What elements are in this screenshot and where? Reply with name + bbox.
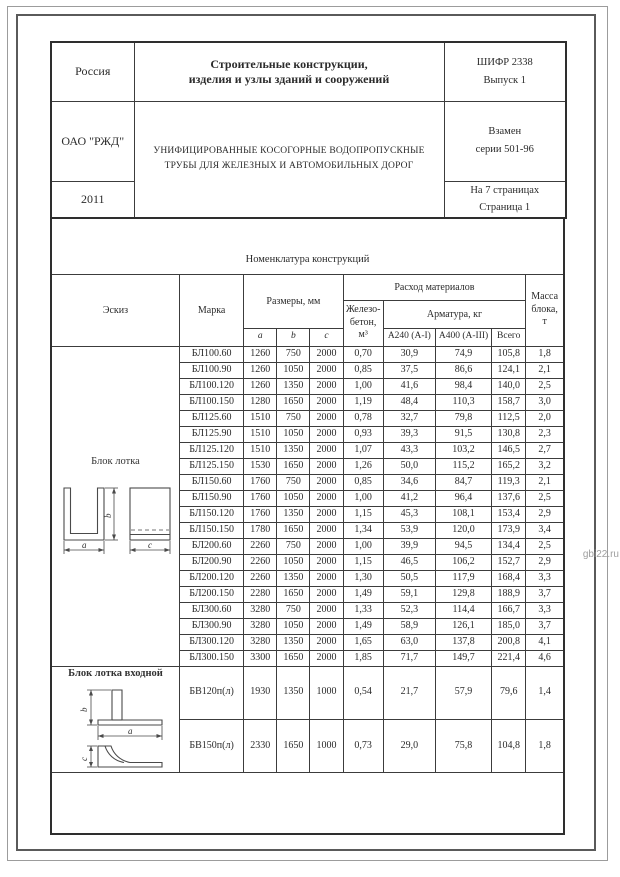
title-block-row: [51, 101, 566, 181]
doc-title-text: УНИФИЦИРОВАННЫЕ КОСОГОРНЫЕ ВОДОПРОПУСКНЫЕ ТРУБЫ ДЛЯ ЖЕЛЕЗНЫХ И АВТОМОБИЛЬНЫХ ДОРОГ: [153, 146, 425, 172]
dim-label-a: a: [82, 539, 87, 550]
cell-mass: 3,7: [526, 586, 564, 602]
replaces-line2: серии 501-96: [475, 144, 534, 155]
series-title-line1: Строительные конструкции,: [210, 56, 368, 71]
group-label-tray-block: Блок лотка: [91, 455, 140, 467]
mass-line: блока,: [531, 303, 558, 315]
cell-a400: 79,8: [435, 410, 491, 426]
pages-cell: [444, 181, 566, 218]
cell-a: 2260: [244, 570, 277, 586]
cell-mark: БЛ300.150: [179, 650, 243, 666]
cell-a: 1510: [244, 426, 277, 442]
cell-a240: 29,0: [383, 719, 435, 772]
cell-total: 130,8: [492, 426, 526, 442]
cell-mass: 1,4: [526, 666, 564, 719]
cell-a: 2330: [244, 719, 277, 772]
cell-a: 1510: [244, 442, 277, 458]
dim-label-c: c: [79, 756, 90, 761]
cell-concrete: 0,85: [343, 474, 383, 490]
cell-total: 158,7: [492, 394, 526, 410]
col-header-concrete: [343, 300, 383, 346]
col-header-a400: А400 (А-III): [435, 328, 491, 346]
cell-total: 146,5: [492, 442, 526, 458]
cell-a: 1930: [244, 666, 277, 719]
cell-b: 1650: [277, 394, 310, 410]
cell-c: 1000: [310, 666, 343, 719]
cell-a240: 58,9: [383, 618, 435, 634]
cell-total: 140,0: [492, 378, 526, 394]
cell-c: 2000: [310, 522, 343, 538]
col-header-rebar: Арматура, кг: [383, 300, 526, 328]
cell-concrete: 0,85: [343, 362, 383, 378]
series-title-cell: [134, 42, 444, 101]
cell-a400: 94,5: [435, 538, 491, 554]
cell-mark: БВ120п(л): [179, 666, 243, 719]
col-header-dim-b: b: [277, 328, 310, 346]
cell-mass: 2,9: [526, 506, 564, 522]
cell-a400: 126,1: [435, 618, 491, 634]
cell-a400: 120,0: [435, 522, 491, 538]
cell-total: 137,6: [492, 490, 526, 506]
cell-mass: 3,2: [526, 458, 564, 474]
cell-b: 1050: [277, 554, 310, 570]
cell-concrete: 1,49: [343, 618, 383, 634]
cell-mass: 1,8: [526, 719, 564, 772]
cell-mass: 2,5: [526, 538, 564, 554]
cell-concrete: 1,49: [343, 586, 383, 602]
cell-b: 1050: [277, 618, 310, 634]
cell-concrete: 0,54: [343, 666, 383, 719]
col-header-dim-a: a: [244, 328, 277, 346]
org-cell: ОАО "РЖД": [51, 101, 134, 181]
cell-total: 119,3: [492, 474, 526, 490]
cell-b: 1350: [277, 666, 310, 719]
col-header-dimensions: Размеры, мм: [244, 274, 343, 328]
cell-mark: БЛ150.90: [179, 490, 243, 506]
cell-mass: 2,9: [526, 554, 564, 570]
cell-mark: БЛ300.60: [179, 602, 243, 618]
cell-a240: 37,5: [383, 362, 435, 378]
pages-count: На 7 страницах: [470, 184, 540, 196]
dim-label-b: b: [103, 513, 114, 518]
cell-c: 2000: [310, 570, 343, 586]
cell-c: 2000: [310, 458, 343, 474]
cell-mass: 2,7: [526, 442, 564, 458]
cell-total: 153,4: [492, 506, 526, 522]
inlet-tray-block-rows: [51, 666, 564, 772]
cell-a240: 63,0: [383, 634, 435, 650]
cell-a400: 106,2: [435, 554, 491, 570]
cell-a240: 41,2: [383, 490, 435, 506]
nomenclature-table: [50, 217, 565, 835]
cell-mass: 2,5: [526, 378, 564, 394]
cell-total: 152,7: [492, 554, 526, 570]
cipher-code: ШИФР 2338: [476, 56, 533, 68]
empty-cell: [51, 772, 564, 834]
cell-b: 1050: [277, 426, 310, 442]
cell-c: 1000: [310, 719, 343, 772]
document: [50, 41, 565, 835]
cell-concrete: 1,07: [343, 442, 383, 458]
cell-mark: БЛ100.120: [179, 378, 243, 394]
cell-c: 2000: [310, 394, 343, 410]
cell-a: 1760: [244, 490, 277, 506]
cell-a: 3300: [244, 650, 277, 666]
cell-a: 3280: [244, 618, 277, 634]
cell-c: 2000: [310, 378, 343, 394]
cell-total: 124,1: [492, 362, 526, 378]
dim-label-b: b: [79, 707, 90, 712]
header-row-1: [51, 274, 564, 300]
cell-mass: 1,8: [526, 346, 564, 362]
cell-mass: 2,5: [526, 490, 564, 506]
cell-a240: 34,6: [383, 474, 435, 490]
cell-c: 2000: [310, 506, 343, 522]
tray-block-drawing-icon: [54, 478, 176, 558]
cell-a240: 45,3: [383, 506, 435, 522]
cell-c: 2000: [310, 554, 343, 570]
cell-concrete: 0,78: [343, 410, 383, 426]
cell-c: 2000: [310, 346, 343, 362]
cell-a400: 103,2: [435, 442, 491, 458]
cell-mass: 2,1: [526, 362, 564, 378]
cell-mass: 2,3: [526, 426, 564, 442]
table-title-row: [51, 218, 564, 274]
cell-a400: 149,7: [435, 650, 491, 666]
cell-b: 1350: [277, 506, 310, 522]
cell-concrete: 1,00: [343, 490, 383, 506]
mass-line: т: [542, 316, 547, 328]
table-row: [51, 666, 564, 719]
cell-a: 1260: [244, 346, 277, 362]
cell-c: 2000: [310, 586, 343, 602]
cell-a240: 53,9: [383, 522, 435, 538]
col-header-dim-c: c: [310, 328, 343, 346]
cell-mark: БЛ125.90: [179, 426, 243, 442]
cell-b: 1650: [277, 650, 310, 666]
cell-total: 134,4: [492, 538, 526, 554]
tray-block-rows: [51, 346, 564, 666]
cell-a: 1260: [244, 362, 277, 378]
cell-total: 173,9: [492, 522, 526, 538]
cell-mass: 4,1: [526, 634, 564, 650]
cell-concrete: 0,93: [343, 426, 383, 442]
cell-mass: 4,6: [526, 650, 564, 666]
cell-a400: 110,3: [435, 394, 491, 410]
cell-a400: 129,8: [435, 586, 491, 602]
cell-total: 105,8: [492, 346, 526, 362]
cell-a: 1760: [244, 506, 277, 522]
cell-total: 168,4: [492, 570, 526, 586]
cell-mark: БЛ300.90: [179, 618, 243, 634]
cell-a400: 117,9: [435, 570, 491, 586]
mass-line: Масса: [531, 291, 559, 303]
cell-a: 2260: [244, 554, 277, 570]
cell-concrete: 1,85: [343, 650, 383, 666]
cell-a400: 96,4: [435, 490, 491, 506]
cell-mark: БЛ150.60: [179, 474, 243, 490]
col-header-mark: Марка: [179, 274, 243, 346]
cell-b: 750: [277, 602, 310, 618]
col-header-sketch: Эскиз: [51, 274, 179, 346]
cell-a240: 32,7: [383, 410, 435, 426]
cell-total: 166,7: [492, 602, 526, 618]
cell-concrete: 1,30: [343, 570, 383, 586]
group-label-inlet-tray-block: Блок лотка входной: [68, 667, 163, 679]
cell-b: 1050: [277, 362, 310, 378]
cell-a240: 41,6: [383, 378, 435, 394]
cell-b: 750: [277, 538, 310, 554]
cell-a400: 75,8: [435, 719, 491, 772]
cell-total: 79,6: [492, 666, 526, 719]
cell-concrete: 1,15: [343, 554, 383, 570]
cell-c: 2000: [310, 362, 343, 378]
cell-mark: БЛ100.60: [179, 346, 243, 362]
cell-mark: БЛ200.150: [179, 586, 243, 602]
title-block-row: [51, 42, 566, 101]
cell-mass: 3,4: [526, 522, 564, 538]
cell-concrete: 0,73: [343, 719, 383, 772]
cell-a400: 91,5: [435, 426, 491, 442]
cell-mark: БЛ100.90: [179, 362, 243, 378]
col-header-total: Всего: [492, 328, 526, 346]
cell-total: 112,5: [492, 410, 526, 426]
sketch-blok-lotka: [51, 346, 179, 666]
cell-a: 3280: [244, 634, 277, 650]
cell-concrete: 1,33: [343, 602, 383, 618]
cell-mark: БЛ125.60: [179, 410, 243, 426]
cell-b: 1650: [277, 719, 310, 772]
cell-mark: БЛ300.120: [179, 634, 243, 650]
cell-a: 3280: [244, 602, 277, 618]
col-header-a240: А240 (А-I): [383, 328, 435, 346]
cell-c: 2000: [310, 618, 343, 634]
cell-a240: 50,0: [383, 458, 435, 474]
cell-concrete: 1,19: [343, 394, 383, 410]
cell-b: 1650: [277, 586, 310, 602]
cell-concrete: 1,00: [343, 538, 383, 554]
cell-b: 1350: [277, 634, 310, 650]
cell-a400: 108,1: [435, 506, 491, 522]
cell-a240: 43,3: [383, 442, 435, 458]
cell-c: 2000: [310, 602, 343, 618]
cell-total: 188,9: [492, 586, 526, 602]
title-block: [50, 41, 567, 219]
cell-mark: БЛ200.90: [179, 554, 243, 570]
concrete-line: м³: [358, 329, 368, 341]
country-cell: Россия: [51, 42, 134, 101]
cell-mass: 3,3: [526, 602, 564, 618]
cell-c: 2000: [310, 442, 343, 458]
cell-mark: БЛ150.120: [179, 506, 243, 522]
cell-b: 1050: [277, 490, 310, 506]
cell-mark: БВ150п(л): [179, 719, 243, 772]
cell-mark: БЛ200.60: [179, 538, 243, 554]
cell-a400: 98,4: [435, 378, 491, 394]
cell-total: 165,2: [492, 458, 526, 474]
cell-concrete: 1,34: [343, 522, 383, 538]
table-title: Номенклатура конструкций: [51, 218, 564, 274]
cell-a400: 114,4: [435, 602, 491, 618]
cell-c: 2000: [310, 650, 343, 666]
cell-c: 2000: [310, 474, 343, 490]
cell-a240: 48,4: [383, 394, 435, 410]
cell-a: 1510: [244, 410, 277, 426]
cell-b: 750: [277, 346, 310, 362]
cell-a240: 21,7: [383, 666, 435, 719]
cell-concrete: 1,65: [343, 634, 383, 650]
cell-a240: 71,7: [383, 650, 435, 666]
concrete-line: Железо-: [345, 304, 381, 316]
cell-c: 2000: [310, 410, 343, 426]
replaces-cell: [444, 101, 566, 181]
cell-a: 1280: [244, 394, 277, 410]
cell-a400: 137,8: [435, 634, 491, 650]
dim-label-a: a: [128, 725, 133, 736]
cell-a400: 57,9: [435, 666, 491, 719]
cell-total: 200,8: [492, 634, 526, 650]
cell-b: 750: [277, 474, 310, 490]
cell-c: 2000: [310, 538, 343, 554]
cell-total: 221,4: [492, 650, 526, 666]
cell-mark: БЛ125.120: [179, 442, 243, 458]
cell-c: 2000: [310, 490, 343, 506]
concrete-line: бетон,: [349, 316, 377, 328]
cell-a: 2280: [244, 586, 277, 602]
cell-a240: 39,9: [383, 538, 435, 554]
cell-a400: 74,9: [435, 346, 491, 362]
cell-mass: 3,0: [526, 394, 564, 410]
cell-a240: 39,3: [383, 426, 435, 442]
cell-b: 1350: [277, 570, 310, 586]
cell-c: 2000: [310, 634, 343, 650]
col-header-materials: Расход материалов: [343, 274, 526, 300]
cell-mass: 2,1: [526, 474, 564, 490]
cell-a240: 59,1: [383, 586, 435, 602]
cell-b: 1650: [277, 458, 310, 474]
cell-mass: 2,0: [526, 410, 564, 426]
col-header-mass: [526, 274, 564, 346]
cell-b: 1350: [277, 378, 310, 394]
issue-number: Выпуск 1: [483, 74, 527, 86]
series-title-line2: изделия и узлы зданий и сооружений: [188, 71, 390, 86]
cell-b: 1350: [277, 442, 310, 458]
dim-label-c: c: [148, 539, 153, 550]
cipher-cell: [444, 42, 566, 101]
doc-title-cell: [134, 101, 444, 218]
cell-mass: 3,3: [526, 570, 564, 586]
cell-total: 104,8: [492, 719, 526, 772]
sketch-blok-lotka-vkhodnoy: [51, 666, 179, 772]
table-row: [51, 346, 564, 362]
cell-a: 1780: [244, 522, 277, 538]
cell-a: 1260: [244, 378, 277, 394]
cell-mark: БЛ100.150: [179, 394, 243, 410]
page-number: Страница 1: [479, 202, 531, 214]
cell-a240: 46,5: [383, 554, 435, 570]
cell-mass: 3,7: [526, 618, 564, 634]
cell-concrete: 1,00: [343, 378, 383, 394]
cell-concrete: 1,15: [343, 506, 383, 522]
cell-a: 2260: [244, 538, 277, 554]
cell-a400: 115,2: [435, 458, 491, 474]
cell-concrete: 0,70: [343, 346, 383, 362]
cell-a: 1760: [244, 474, 277, 490]
year-cell: 2011: [51, 181, 134, 218]
cell-mark: БЛ200.120: [179, 570, 243, 586]
cell-a400: 84,7: [435, 474, 491, 490]
cell-mark: БЛ125.150: [179, 458, 243, 474]
cell-concrete: 1,26: [343, 458, 383, 474]
empty-bottom-band: [51, 772, 564, 834]
cell-a240: 30,9: [383, 346, 435, 362]
cell-mark: БЛ150.150: [179, 522, 243, 538]
cell-c: 2000: [310, 426, 343, 442]
cell-a240: 52,3: [383, 602, 435, 618]
cell-b: 1650: [277, 522, 310, 538]
cell-a240: 50,5: [383, 570, 435, 586]
watermark: gbi22.ru: [582, 549, 619, 560]
cell-a400: 86,6: [435, 362, 491, 378]
cell-total: 185,0: [492, 618, 526, 634]
cell-a: 1530: [244, 458, 277, 474]
replaces-line1: Взамен: [488, 126, 522, 138]
cell-b: 750: [277, 410, 310, 426]
inlet-tray-block-drawing-icon: [54, 684, 176, 772]
